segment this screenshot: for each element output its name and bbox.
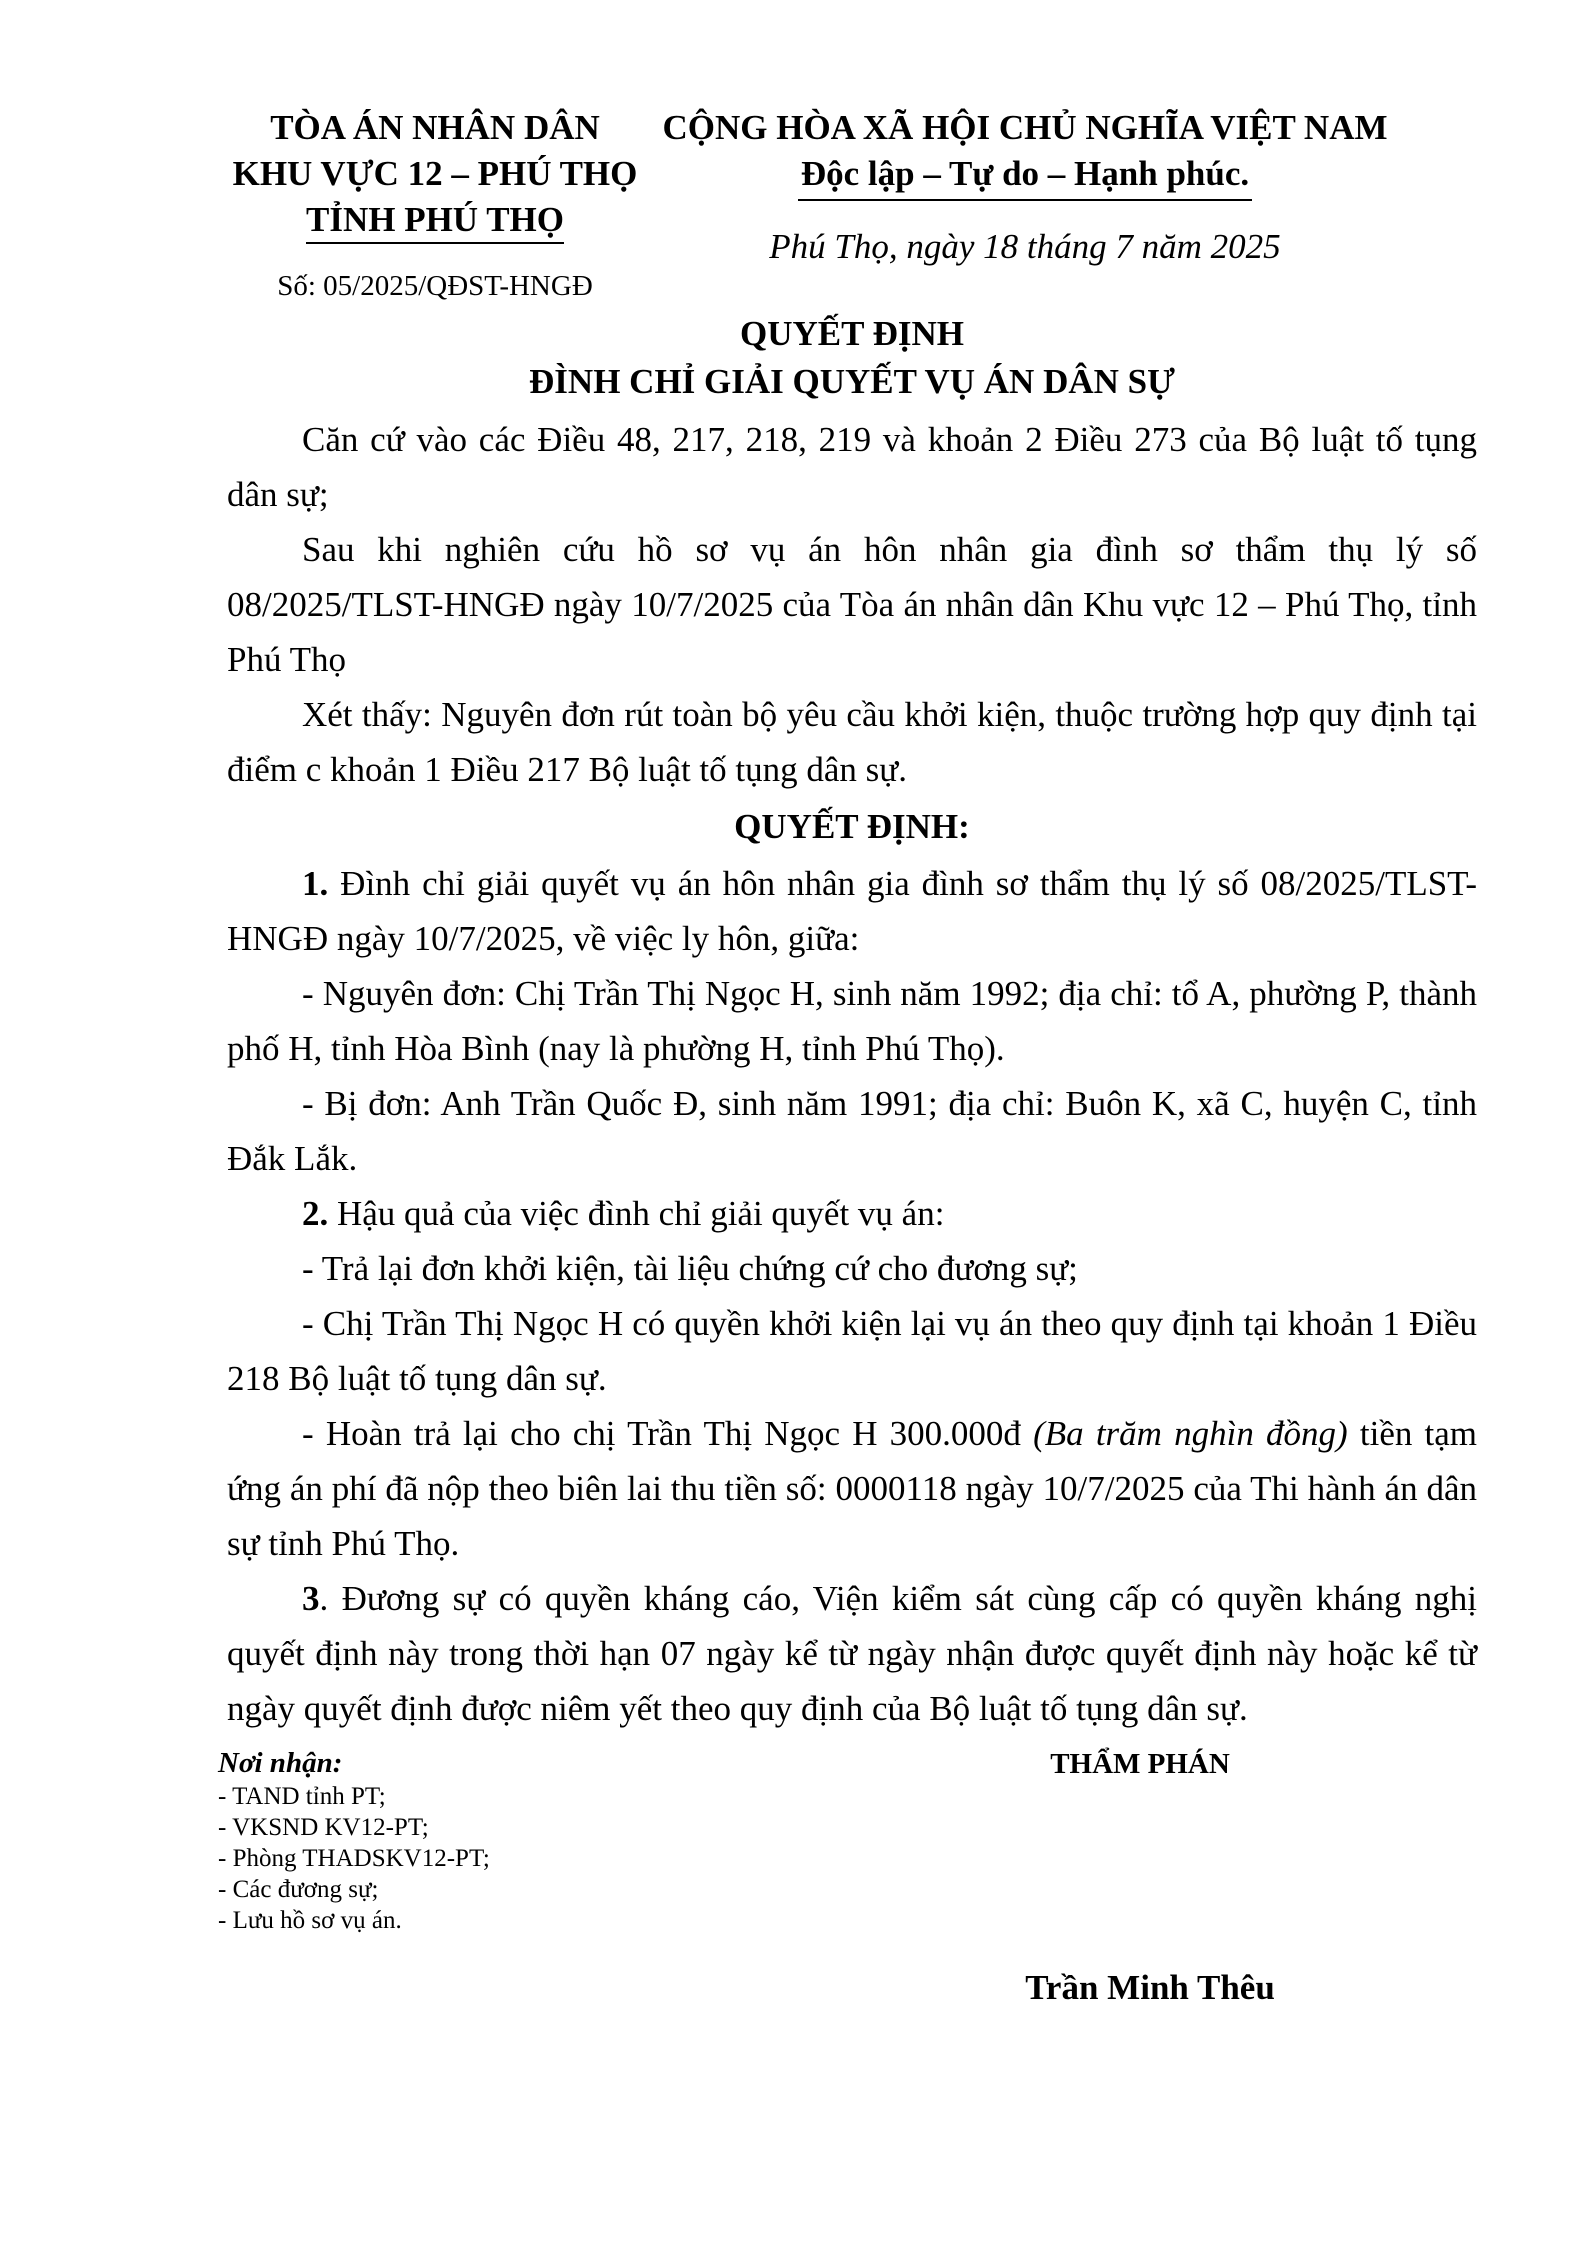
recipient-item: - TAND tỉnh PT; [218, 1783, 386, 1810]
national-header [640, 105, 1410, 267]
decision-item-3 [227, 1571, 1477, 1736]
defendant-paragraph: - Bị đơn: Anh Trần Quốc Đ, sinh năm 1991; địa chỉ: Buôn K, xã C, huyện C, tỉnh Đắk Lắk. [227, 1084, 1477, 1178]
national-motto: Độc lập – Tự do – Hạnh phúc. [798, 151, 1252, 201]
legal-basis-paragraph: Căn cứ vào các Điều 48, 217, 218, 219 và khoản 2 Điều 273 của Bộ luật tố tụng dân sự; [227, 420, 1477, 514]
plaintiff-paragraph: - Nguyên đơn: Chị Trần Thị Ngọc H, sinh năm 1992; địa chỉ: tổ A, phường P, thành phố H, tỉnh Hòa Bình (nay là phường H, tỉnh Phú Thọ). [227, 974, 1477, 1068]
document-title [227, 310, 1477, 406]
recipient-item: - Các đương sự; [218, 1876, 379, 1903]
item-number: 2. [302, 1194, 329, 1233]
decision-item-1 [227, 856, 1477, 966]
item-text: Đình chỉ giải quyết vụ án hôn nhân gia đình sơ thẩm thụ lý số 08/2025/TLST-HNGĐ ngày 10/7/2025, về việc ly hôn, giữa: [227, 864, 1478, 958]
title-line2: ĐÌNH CHỈ GIẢI QUYẾT VỤ ÁN DÂN SỰ [529, 362, 1175, 401]
decision-heading: QUYẾT ĐỊNH: [734, 807, 970, 846]
consequence-c [227, 1406, 1477, 1571]
consequence-b: - Chị Trần Thị Ngọc H có quyền khởi kiện lại vụ án theo quy định tại khoản 1 Điều 218 Bộ luật tố tụng dân sự. [227, 1304, 1477, 1398]
consequence-a: - Trả lại đơn khởi kiện, tài liệu chứng cứ cho đương sự; [302, 1249, 1078, 1288]
court-name-line2: KHU VỰC 12 – PHÚ THỌ [232, 154, 638, 193]
recipients-block [218, 1745, 778, 1936]
court-name-line1: TÒA ÁN NHÂN DÂN [270, 108, 600, 147]
decision-item-2 [227, 1186, 1477, 1241]
title-line1: QUYẾT ĐỊNH [740, 314, 964, 353]
court-header [205, 105, 665, 303]
place-and-date: Phú Thọ, ngày 18 tháng 7 năm 2025 [769, 227, 1281, 266]
decision-number: Số: 05/2025/QĐST-HNGĐ [277, 270, 593, 302]
republic-name: CỘNG HÒA XÃ HỘI CHỦ NGHĨA VIỆT NAM [662, 108, 1388, 147]
refund-amount-words: (Ba trăm nghìn đồng) [1033, 1414, 1348, 1453]
refund-text-cont: tiền tạm ứng án phí đã nộp theo biên lai thu tiền số: 0000118 ngày 10/7/2025 của Thi hành án dân sự tỉnh Phú Thọ. [227, 1414, 1478, 1563]
item-text: Hậu quả của việc đình chỉ giải quyết vụ án: [337, 1194, 945, 1233]
item-text: . Đương sự có quyền kháng cáo, Viện kiểm sát cùng cấp có quyền kháng nghị quyết định này trong thời hạn 07 ngày kể từ ngày nhận được quyết định này hoặc kể từ ngày quyết định được niêm yết theo quy định của Bộ luật tố tụng dân sự. [227, 1579, 1477, 1728]
signer-name: Trần Minh Thêu [1025, 1968, 1275, 2007]
item-number: 3 [302, 1579, 320, 1618]
recipient-item: - Phòng THADSKV12-PT; [218, 1845, 490, 1872]
refund-text: - Hoàn trả lại cho chị Trần Thị Ngọc H 300.000đ [302, 1414, 1021, 1453]
signer-role: THẨM PHÁN [1050, 1748, 1230, 1780]
document-body [227, 412, 1477, 1736]
recipient-item: - VKSND KV12-PT; [218, 1814, 429, 1841]
court-name-line3: TỈNH PHÚ THỌ [306, 200, 564, 244]
case-review-paragraph: Sau khi nghiên cứu hồ sơ vụ án hôn nhân gia đình sơ thẩm thụ lý số 08/2025/TLST-HNGĐ ngày 10/7/2025 của Tòa án nhân dân Khu vực 12 – Phú Thọ, tỉnh Phú Thọ [227, 530, 1477, 679]
item-number: 1. [302, 864, 329, 903]
recipient-item: - Lưu hồ sơ vụ án. [218, 1907, 402, 1934]
consideration-paragraph: Xét thấy: Nguyên đơn rút toàn bộ yêu cầu khởi kiện, thuộc trường hợp quy định tại điểm c khoản 1 Điều 217 Bộ luật tố tụng dân sự. [227, 695, 1477, 789]
recipients-heading: Nơi nhận: [218, 1747, 343, 1779]
